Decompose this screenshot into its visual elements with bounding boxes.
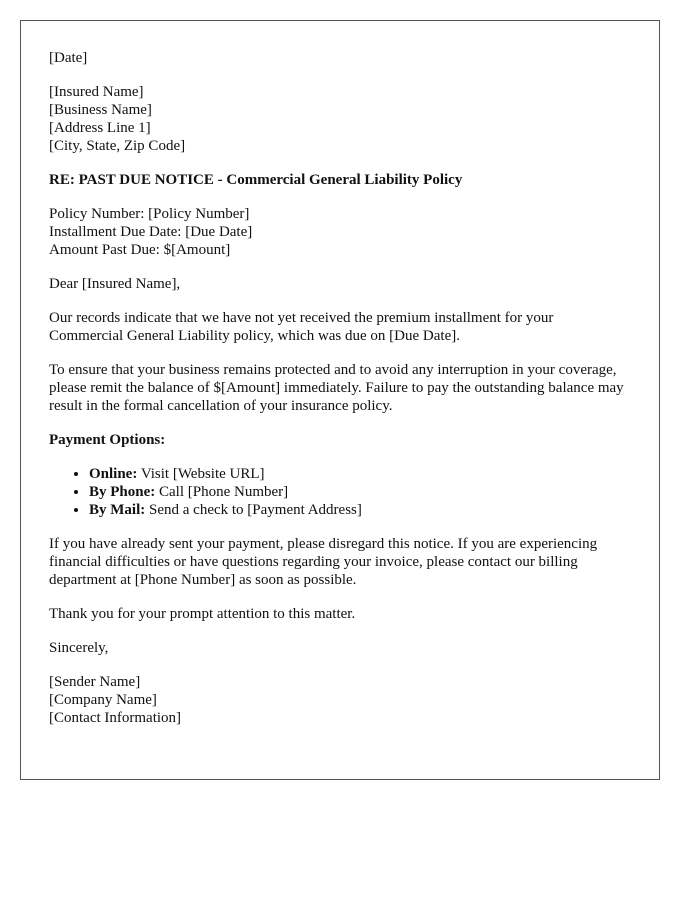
paragraph-remit: To ensure that your business remains protected and to avoid any interruption in your coverage, please remit the balance of $[Amount] immediately. Failure to pay the outstanding balance may result in the formal cancellation of your insurance policy.: [49, 362, 624, 414]
payment-options-heading: Payment Options:: [49, 432, 166, 448]
sender-signature: [49, 673, 631, 727]
recipient-business: [Business Name]: [49, 102, 152, 118]
payment-option-phone: [89, 483, 631, 501]
payment-options-list: [49, 465, 631, 519]
recipient-name: [Insured Name]: [49, 84, 144, 100]
payment-option-label: By Mail:: [89, 502, 146, 518]
amount-past-due: Amount Past Due: $[Amount]: [49, 242, 231, 258]
recipient-city-state-zip: [City, State, Zip Code]: [49, 138, 186, 154]
sender-company: [Company Name]: [49, 692, 157, 708]
payment-option-online: [89, 465, 631, 483]
subject-line: [49, 171, 631, 189]
salutation: Dear [Insured Name],: [49, 276, 181, 292]
letter-date: [49, 49, 631, 67]
sender-name: [Sender Name]: [49, 674, 141, 690]
payment-option-text: Send a check to [Payment Address]: [149, 502, 362, 518]
recipient-address-line1: [Address Line 1]: [49, 120, 151, 136]
recipient-address: [49, 83, 631, 155]
policy-info: [49, 205, 631, 259]
policy-number: Policy Number: [Policy Number]: [49, 206, 250, 222]
paragraph-disregard: If you have already sent your payment, please disregard this notice. If you are experiencing financial difficulties or have questions regarding your invoice, please contact our billing department at [Phone Number] as soon as possible.: [49, 536, 598, 588]
letter-page: [20, 20, 660, 780]
installment-due-date: Installment Due Date: [Due Date]: [49, 224, 253, 240]
paragraph-records: Our records indicate that we have not yet received the premium installment for your Commercial General Liability policy, which was due on [Due Date].: [49, 310, 554, 344]
payment-option-text: Visit [Website URL]: [140, 466, 265, 482]
date-text: [Date]: [49, 50, 88, 66]
payment-option-mail: [89, 501, 631, 519]
sender-contact: [Contact Information]: [49, 710, 182, 726]
closing-line: Sincerely,: [49, 640, 109, 656]
payment-option-text: Call [Phone Number]: [159, 484, 289, 500]
payment-option-label: By Phone:: [89, 484, 156, 500]
payment-option-label: Online:: [89, 466, 138, 482]
subject-text: RE: PAST DUE NOTICE - Commercial General Liability Policy: [49, 172, 463, 188]
thanks-line: Thank you for your prompt attention to this matter.: [49, 606, 356, 622]
